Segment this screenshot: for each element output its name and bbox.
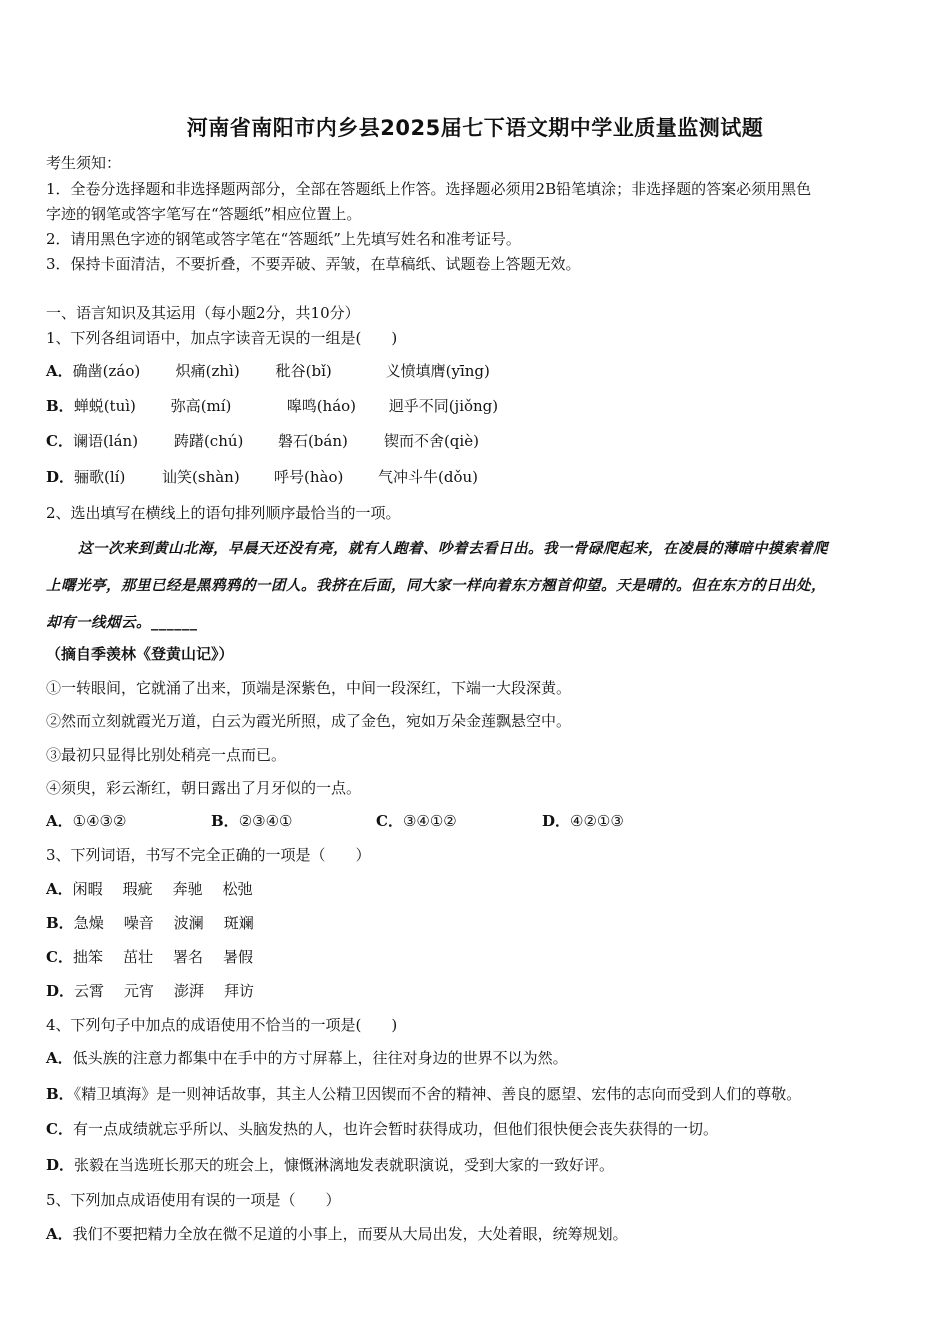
page-title: 河南省南阳市内乡县2025届七下语文期中学业质量监测试题 — [186, 116, 764, 140]
option-item: 谰语(lán) — [72, 432, 139, 450]
question-stem: 1、下列各组词语中，加点字读音无误的一组是( ) — [46, 329, 398, 347]
option-row — [46, 360, 490, 381]
option-item: 瑕疵 — [122, 880, 153, 898]
option-row — [46, 1118, 718, 1139]
question-stem: 4、下列句子中加点的成语使用不恰当的一项是( ) — [46, 1016, 398, 1034]
option-item: 气冲斗牛(dǒu) — [378, 468, 479, 486]
option-item: 锲而不舍(qiè) — [383, 432, 479, 450]
sentence: ③最初只显得比别处稍亮一点而已。 — [46, 746, 287, 764]
option-label: D． — [46, 468, 75, 486]
option-row — [46, 466, 478, 487]
option-row — [46, 395, 498, 416]
option-item: 嗥鸣(háo) — [286, 397, 357, 415]
option-label: B． — [46, 397, 74, 415]
option-label: A． — [46, 1049, 73, 1067]
option-text: ②③④① — [238, 812, 293, 830]
option-item: 呼号(hào) — [274, 468, 344, 486]
option-item: 迥乎不同(jiǒng) — [388, 397, 499, 415]
option-label: A． — [46, 362, 73, 380]
option-item: 炽痛(zhì) — [175, 362, 240, 380]
option-row — [46, 1154, 614, 1175]
option-text: 我们不要把精力全放在微不足道的小事上，而要从大局出发，大处着眼，统筹规划。 — [72, 1225, 628, 1243]
option-label: C． — [46, 432, 73, 450]
question-stem: 3、下列词语，书写不完全正确的一项是（ ） — [46, 846, 371, 864]
sentence: ①一转眼间，它就涌了出来，顶端是深紫色，中间一段深红，下端一大段深黄。 — [46, 679, 572, 697]
option-item: 拙笨 — [72, 948, 103, 966]
option-label: D． — [542, 812, 571, 830]
option-item: 急燥 — [73, 914, 104, 932]
option-label: A． — [46, 1225, 73, 1243]
option-text: ③④①② — [402, 812, 457, 830]
option-item: 波澜 — [173, 914, 204, 932]
option-row — [46, 912, 254, 933]
passage-line: 这一次来到黄山北海，早晨天还没有亮，就有人跑着、吵着去看日出。我一骨碌爬起来，在凌晨的薄暗中摸索着爬 — [78, 540, 828, 557]
notice-item: 字迹的钢笔或答字笔写在“答题纸”相应位置上。 — [46, 205, 362, 223]
notice-item: 1．全卷分选择题和非选择题两部分，全部在答题纸上作答。选择题必须用2B铅笔填涂；非选择题的答案必须用黑色 — [46, 180, 812, 198]
option-item: 讪笑(shàn) — [162, 468, 240, 486]
notice-heading: 考生须知： — [46, 154, 122, 172]
option-item: 闲暇 — [72, 880, 103, 898]
option-label: A． — [46, 812, 73, 830]
option-item: 奔驰 — [172, 880, 203, 898]
option-item: 暑假 — [222, 948, 253, 966]
option-text: 张毅在当选班长那天的班会上，慷慨淋漓地发表就职演说，受到大家的一致好评。 — [74, 1156, 615, 1174]
option-row — [46, 1083, 801, 1104]
passage-line: 却有一线烟云。______ — [46, 614, 198, 631]
option-label: C． — [46, 948, 73, 966]
option-row — [46, 980, 254, 1001]
option-row — [46, 1223, 628, 1244]
sentence: ④须臾，彩云渐红，朝日露出了月牙似的一点。 — [46, 779, 362, 797]
option-item: 署名 — [172, 948, 203, 966]
question-stem: 2、选出填写在横线上的语句排列顺序最恰当的一项。 — [46, 504, 401, 522]
option-item: 茁壮 — [122, 948, 153, 966]
option-label: B． — [46, 914, 74, 932]
option-text: 有一点成绩就忘乎所以、头脑发热的人，也许会暂时获得成功，但他们很快便会丧失获得的一切。 — [72, 1120, 718, 1138]
option-item: 磐石(bán) — [277, 432, 348, 450]
option-item: 松弛 — [222, 880, 253, 898]
option-row — [46, 810, 624, 831]
option-item: 蝉蜕(tuì) — [73, 397, 136, 415]
option-item: 拜访 — [224, 982, 255, 1000]
option-row — [46, 430, 479, 451]
option-item: 弥高(mí) — [170, 397, 232, 415]
option-label: C． — [46, 1120, 73, 1138]
option-item: 秕谷(bǐ) — [275, 362, 332, 380]
option-label: B． — [46, 1085, 74, 1103]
option-text: ④②①③ — [570, 812, 624, 830]
option-row — [46, 878, 253, 899]
option-label: B． — [211, 812, 239, 830]
option-item: 确凿(záo) — [72, 362, 141, 380]
option-text: 《精卫填海》是一则神话故事，其主人公精卫因锲而不舍的精神、善良的愿望、宏伟的志向而受到人们的尊敬。 — [73, 1085, 802, 1103]
passage-line: 上曙光亭，那里已经是黑鸦鸦的一团人。我挤在后面，同大家一样向着东方翘首仰望。天是晴的。但在东方的日出处， — [46, 577, 826, 594]
option-item: 骊歌(lí) — [74, 468, 126, 486]
option-row — [46, 1047, 568, 1068]
option-item: 澎湃 — [174, 982, 205, 1000]
option-item: 元宵 — [124, 982, 155, 1000]
notice-item: 2．请用黑色字迹的钢笔或答字笔在“答题纸”上先填写姓名和准考证号。 — [46, 230, 521, 248]
option-item: 斑斓 — [223, 914, 254, 932]
passage-source: （摘自季羡林《登黄山记》） — [46, 645, 234, 663]
option-item: 踌躇(chú) — [173, 432, 244, 450]
option-label: A． — [46, 880, 73, 898]
notice-item: 3．保持卡面清洁，不要折叠，不要弄破、弄皱，在草稿纸、试题卷上答题无效。 — [46, 255, 581, 273]
section-heading: 一、语言知识及其运用（每小题2分，共10分） — [46, 304, 360, 322]
option-row — [46, 946, 253, 967]
option-label: D． — [46, 982, 75, 1000]
option-label: D． — [46, 1156, 75, 1174]
option-item: 云霄 — [74, 982, 105, 1000]
question-stem: 5、下列加点成语使用有误的一项是（ ） — [46, 1191, 341, 1209]
sentence: ②然而立刻就霞光万道，白云为霞光所照，成了金色，宛如万朵金莲飘悬空中。 — [46, 712, 572, 730]
option-item: 噪音 — [123, 914, 154, 932]
option-item: 义愤填膺(yīng) — [385, 362, 490, 380]
option-label: C． — [376, 812, 403, 830]
option-text: 低头族的注意力都集中在手中的方寸屏幕上，往往对身边的世界不以为然。 — [72, 1049, 568, 1067]
option-text: ①④③② — [72, 812, 127, 830]
